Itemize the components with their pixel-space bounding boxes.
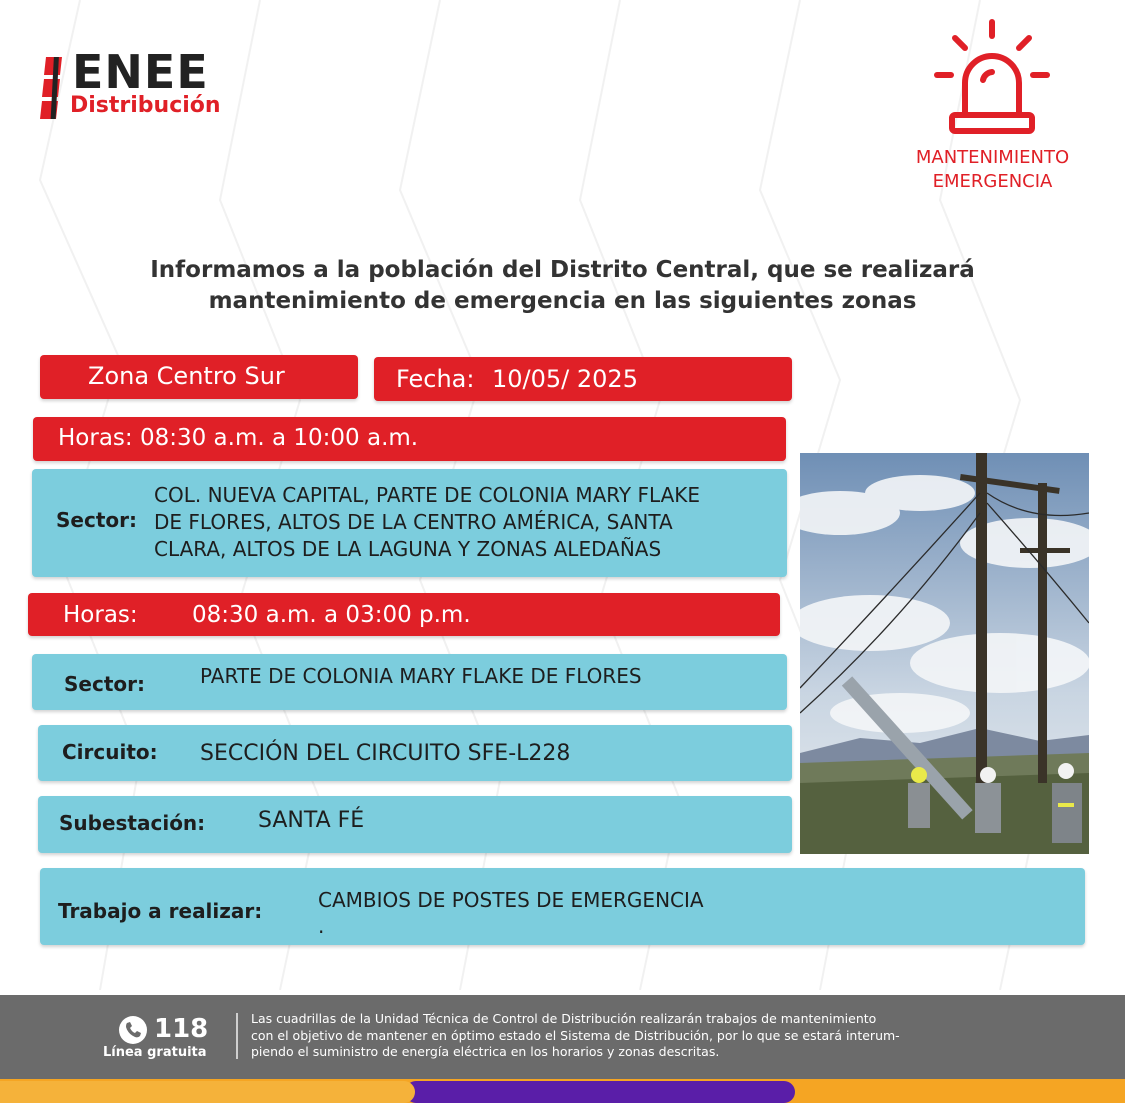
bottom-stripe-orange (0, 1081, 415, 1103)
logo-subtitle: Distribución (70, 93, 221, 118)
phone-icon (118, 1015, 148, 1045)
badge-line-2: EMERGENCIA (932, 171, 1053, 192)
footer-line-1: Las cuadrillas de la Unidad Técnica de Control de Distribución realizarán trabajos de mantenimiento (251, 1011, 877, 1026)
zone-pill (40, 355, 358, 399)
date-value: 10/05/ 2025 (492, 365, 638, 393)
footer-line-2: con el objetivo de mantener en óptimo estado el Sistema de Distribución, por lo que se estará interum- (251, 1027, 900, 1043)
hours-2-value: 08:30 a.m. a 03:00 p.m. (192, 602, 471, 628)
work-extra: . (318, 914, 325, 938)
sector-1-line-2: DE FLORES, ALTOS DE LA CENTRO AMÉRICA, SANTA (154, 510, 673, 534)
hotline-number: 118 (154, 1014, 209, 1044)
sector-1-line-3: CLARA, ALTOS DE LA LAGUNA Y ZONAS ALEDAÑAS (154, 537, 662, 561)
headline-line-2: mantenimiento de emergencia en las siguientes zonas (208, 288, 917, 314)
circuit-box (38, 725, 792, 781)
substation-label: Subestación: (59, 811, 206, 835)
hotline (103, 1013, 228, 1068)
enee-logo (40, 45, 270, 130)
hotline-caption: Línea gratuita (103, 1045, 207, 1060)
badge-line-1: MANTENIMIENTO (915, 147, 1070, 168)
substation-value: SANTA FÉ (258, 808, 365, 833)
bottom-stripe-purple (405, 1081, 795, 1103)
hours-1-text: Horas: 08:30 a.m. a 10:00 a.m. (58, 425, 419, 451)
substation-box (38, 796, 792, 853)
headline-line-1: Informamos a la población del Distrito Central, que se realizará (150, 257, 975, 283)
hours-1-pill (33, 417, 786, 461)
field-work-photo (800, 453, 1089, 854)
siren-icon (925, 18, 1055, 138)
footer-divider (236, 1013, 238, 1059)
emergency-badge-text (885, 146, 1100, 194)
sector-1-line-1: COL. NUEVA CAPITAL, PARTE DE COLONIA MARY FLAKE (154, 483, 701, 507)
sector-2-box (32, 654, 787, 710)
date-pill (374, 357, 792, 401)
footer-line-3: piendo el suministro de energía eléctrica en los horarios y zonas descritas. (251, 1044, 720, 1059)
logo-wordmark: ENEE (72, 45, 209, 99)
circuit-label: Circuito: (62, 740, 158, 764)
sector-1-box (32, 469, 787, 577)
zone-label: Zona Centro Sur (88, 362, 285, 390)
work-box (40, 868, 1085, 945)
circuit-value: SECCIÓN DEL CIRCUITO SFE-L228 (200, 741, 571, 766)
work-value: CAMBIOS DE POSTES DE EMERGENCIA (318, 888, 704, 912)
sector-2-value: PARTE DE COLONIA MARY FLAKE DE FLORES (200, 664, 642, 688)
headline (40, 255, 1085, 317)
sector-2-label: Sector: (64, 672, 145, 696)
date-label: Fecha: (396, 365, 475, 393)
logo-mark-icon (40, 55, 66, 120)
hours-2-label: Horas: (63, 602, 138, 628)
footer-notice (251, 1011, 1091, 1061)
work-label: Trabajo a realizar: (58, 899, 263, 923)
sector-1-label: Sector: (56, 508, 137, 532)
hours-2-pill (28, 593, 780, 636)
